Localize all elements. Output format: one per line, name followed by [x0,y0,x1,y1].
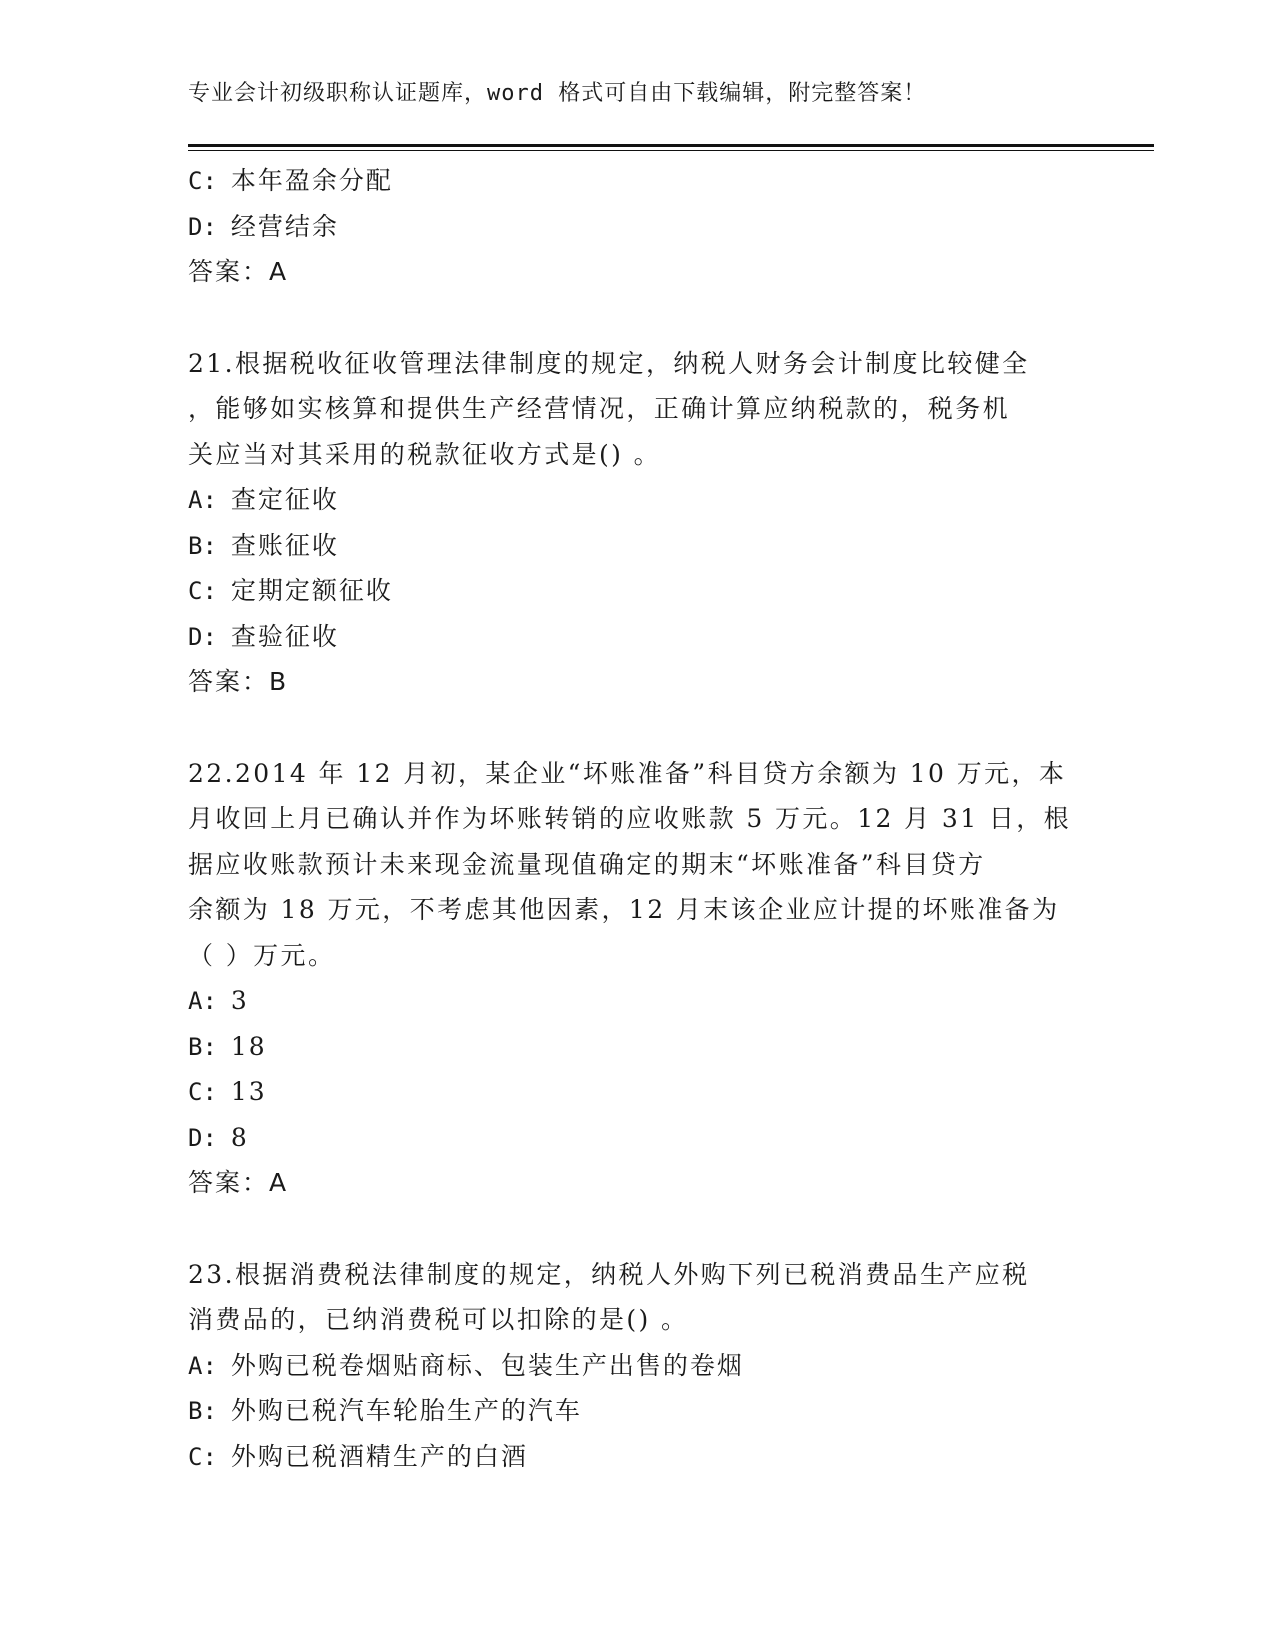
previous-question-fragment [188,158,1108,295]
option-text: 外购已税汽车轮胎生产的汽车 [230,1396,582,1425]
question-22 [188,751,1108,1206]
option-label: D: [188,622,217,651]
stem-line: 消费品的，已纳消费税可以扣除的是() 。 [188,1305,689,1334]
stem-line: ，能够如实核算和提供生产经营情况，正确计算应纳税款的，税务机 [188,394,1011,423]
stem-line: 余额为 18 万元，不考虑其他因素，12 月末该企业应计提的坏账准备为 [188,895,1060,924]
question-content [188,158,1108,1479]
option-text: 查验征收 [230,621,339,651]
option-text: 18 [230,1031,267,1061]
option-a [188,978,1108,1024]
option-b [188,1388,1108,1434]
answer-line: 答案：B [188,667,289,696]
stem-line: 关应当对其采用的税款征收方式是() 。 [188,439,662,469]
option-label: A: [188,1351,217,1380]
stem-line: 月收回上月已确认并作为坏账转销的应收账款 5 万元。12 月 31 日，根 [188,804,1072,833]
header-divider [188,144,1154,147]
stem-line: （ ）万元。 [188,940,336,970]
spacer [188,295,1108,341]
option-c [188,568,1108,614]
stem-line: 22.2014 年 12 月初，某企业“坏账准备”科目贷方余额为 10 万元，本 [188,758,1067,788]
option-label: C: [188,167,217,195]
header-divider-thin [188,150,1154,151]
option-label: B: [188,1032,217,1061]
option-label: B: [188,1397,217,1425]
question-stem [188,751,1108,979]
option-a [188,477,1108,523]
option-text: 本年盈余分配 [230,166,393,195]
question-21 [188,341,1108,705]
option-label: A: [188,486,217,514]
option-text: 经营结余 [230,211,339,241]
option-c [188,1069,1108,1115]
option-d [188,1115,1108,1161]
option-b [188,1024,1108,1070]
option-text: 查定征收 [230,485,339,514]
option-text: 外购已税卷烟贴商标、包装生产出售的卷烟 [230,1350,744,1380]
option-c [188,1434,1108,1480]
option-a [188,1343,1108,1389]
question-stem [188,341,1108,478]
option-label: C: [188,1442,217,1471]
question-23 [188,1252,1108,1480]
option-text: 定期定额征收 [230,576,393,605]
option-d [188,204,1108,250]
option-label: A: [188,987,217,1015]
option-text: 查账征收 [230,530,339,560]
stem-line: 23.根据消费税法律制度的规定，纳税人外购下列已税消费品生产应税 [188,1259,1030,1289]
option-label: C: [188,1078,217,1106]
stem-line: 21.根据税收征收管理法律制度的规定，纳税人财务会计制度比较健全 [188,348,1030,378]
option-d [188,614,1108,660]
spacer [188,1206,1108,1252]
option-text: 外购已税酒精生产的白酒 [230,1441,528,1471]
option-text: 13 [230,1077,267,1106]
option-label: B: [188,531,217,560]
answer-line: 答案：A [188,1168,289,1197]
question-stem [188,1252,1108,1343]
spacer [188,705,1108,751]
answer-line: 答案：A [188,257,289,286]
option-label: D: [188,1123,217,1152]
option-text: 8 [230,1122,249,1152]
option-label: C: [188,577,217,605]
option-label: D: [188,212,217,241]
option-c [188,158,1108,204]
option-text: 3 [230,986,249,1015]
option-b [188,523,1108,569]
stem-line: 据应收账款预计未来现金流量现值确定的期末“坏账准备”科目贷方 [188,849,986,879]
page-header: 专业会计初级职称认证题库，word 格式可自由下载编辑，附完整答案！ [188,81,927,106]
